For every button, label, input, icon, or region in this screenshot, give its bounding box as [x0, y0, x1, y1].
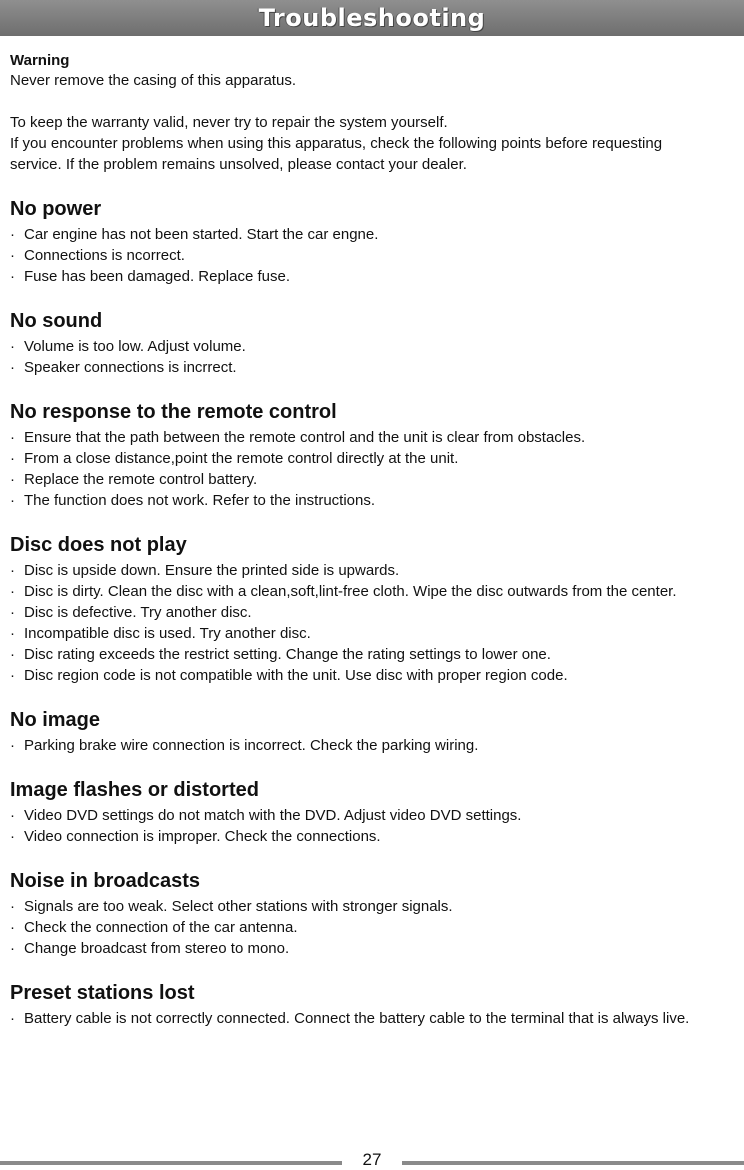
section: [10, 980, 738, 1029]
bullet-icon: ·: [10, 919, 15, 936]
list-item: [10, 938, 738, 959]
bullet-icon: ·: [10, 604, 15, 621]
list-item: [10, 602, 738, 623]
section: [10, 399, 738, 511]
list-item: [10, 826, 738, 847]
list-item-text: Fuse has been damaged. Replace fuse.: [24, 268, 291, 285]
bullet-icon: ·: [10, 359, 15, 376]
section: [10, 532, 738, 686]
bullet-icon: ·: [10, 247, 15, 264]
list-item-text: Disc is dirty. Clean the disc with a clean,soft,lint-free cloth. Wipe the disc outwards from the center.: [24, 583, 677, 600]
section-list: [10, 427, 738, 511]
list-item: [10, 623, 738, 644]
list-item-text: Connections is ncorrect.: [24, 247, 185, 264]
list-item: [10, 917, 738, 938]
bullet-icon: ·: [10, 583, 15, 600]
section-list: [10, 560, 738, 686]
list-item: [10, 448, 738, 469]
bullet-icon: ·: [10, 898, 15, 915]
list-item-text: From a close distance,point the remote control directly at the unit.: [24, 450, 459, 467]
bullet-icon: ·: [10, 737, 15, 754]
list-item: [10, 224, 738, 245]
warranty-text: To keep the warranty valid, never try to repair the system yourself.: [10, 114, 448, 131]
list-item: [10, 560, 738, 581]
bullet-icon: ·: [10, 828, 15, 845]
footer: [0, 1150, 744, 1170]
warning-text: Never remove the casing of this apparatus.: [10, 72, 296, 89]
section-title: No power: [10, 198, 102, 220]
list-item: [10, 469, 738, 490]
section-list: [10, 336, 738, 378]
section: [10, 868, 738, 959]
warning-title: Warning: [10, 52, 70, 69]
list-item: [10, 427, 738, 448]
section-title: No image: [10, 709, 101, 731]
list-item-text: Video connection is improper. Check the connections.: [24, 828, 381, 845]
bullet-icon: ·: [10, 338, 15, 355]
bullet-icon: ·: [10, 471, 15, 488]
list-item-text: Disc is upside down. Ensure the printed side is upwards.: [24, 562, 400, 579]
list-item-text: Video DVD settings do not match with the DVD. Adjust video DVD settings.: [24, 807, 522, 824]
content: [10, 52, 738, 1029]
list-item: [10, 490, 738, 511]
page-title: Troubleshooting: [258, 4, 486, 32]
list-item-text: Check the connection of the car antenna.: [24, 919, 298, 936]
section: [10, 777, 738, 847]
bullet-icon: ·: [10, 940, 15, 957]
list-item-text: Car engine has not been started. Start the car engne.: [24, 226, 379, 243]
section-title: Noise in broadcasts: [10, 870, 201, 892]
troubleshooting-sections: [10, 196, 738, 1029]
bullet-icon: ·: [10, 492, 15, 509]
service-text-line2: service. If the problem remains unsolved, please contact your dealer.: [10, 156, 467, 173]
section: [10, 196, 738, 287]
list-item: [10, 896, 738, 917]
list-item-text: The function does not work. Refer to the instructions.: [24, 492, 376, 509]
bullet-icon: ·: [10, 1010, 15, 1027]
section-title: No sound: [10, 310, 103, 332]
list-item-text: Signals are too weak. Select other stations with stronger signals.: [24, 898, 453, 915]
bullet-icon: ·: [10, 226, 15, 243]
bullet-icon: ·: [10, 667, 15, 684]
bullet-icon: ·: [10, 429, 15, 446]
section-list: [10, 896, 738, 959]
bullet-icon: ·: [10, 562, 15, 579]
bullet-icon: ·: [10, 268, 15, 285]
list-item-text: Disc region code is not compatible with the unit. Use disc with proper region code.: [24, 667, 568, 684]
list-item: [10, 357, 738, 378]
list-item-text: Disc rating exceeds the restrict setting. Change the rating settings to lower one.: [24, 646, 551, 663]
list-item-text: Change broadcast from stereo to mono.: [24, 940, 290, 957]
header-banner: [0, 0, 744, 36]
section-list: [10, 1008, 738, 1029]
list-item: [10, 245, 738, 266]
section-title: Image flashes or distorted: [10, 779, 259, 801]
list-item-text: Disc is defective. Try another disc.: [24, 604, 252, 621]
list-item-text: Replace the remote control battery.: [24, 471, 258, 488]
list-item-text: Ensure that the path between the remote control and the unit is clear from obstacles.: [24, 429, 586, 446]
section-list: [10, 224, 738, 287]
bullet-icon: ·: [10, 450, 15, 467]
list-item-text: Battery cable is not correctly connected. Connect the battery cable to the terminal that is always live.: [24, 1010, 690, 1027]
list-item: [10, 1008, 738, 1029]
footer-rule-right: [402, 1161, 744, 1165]
list-item: [10, 336, 738, 357]
footer-rule-left: [0, 1161, 342, 1165]
section: [10, 308, 738, 378]
list-item-text: Speaker connections is incrrect.: [24, 359, 237, 376]
section-list: [10, 735, 738, 756]
list-item: [10, 266, 738, 287]
list-item-text: Incompatible disc is used. Try another disc.: [24, 625, 311, 642]
list-item-text: Volume is too low. Adjust volume.: [24, 338, 246, 355]
bullet-icon: ·: [10, 646, 15, 663]
list-item: [10, 644, 738, 665]
list-item: [10, 735, 738, 756]
list-item: [10, 581, 738, 602]
section-title: Preset stations lost: [10, 982, 195, 1004]
section-title: Disc does not play: [10, 534, 187, 556]
list-item: [10, 805, 738, 826]
list-item-text: Parking brake wire connection is incorrect. Check the parking wiring.: [24, 737, 479, 754]
list-item: [10, 665, 738, 686]
section-title: No response to the remote control: [10, 401, 337, 423]
page-number: 27: [362, 1150, 382, 1169]
section: [10, 707, 738, 756]
bullet-icon: ·: [10, 625, 15, 642]
section-list: [10, 805, 738, 847]
bullet-icon: ·: [10, 807, 15, 824]
service-text-line1: If you encounter problems when using this apparatus, check the following points before requesting: [10, 135, 663, 152]
